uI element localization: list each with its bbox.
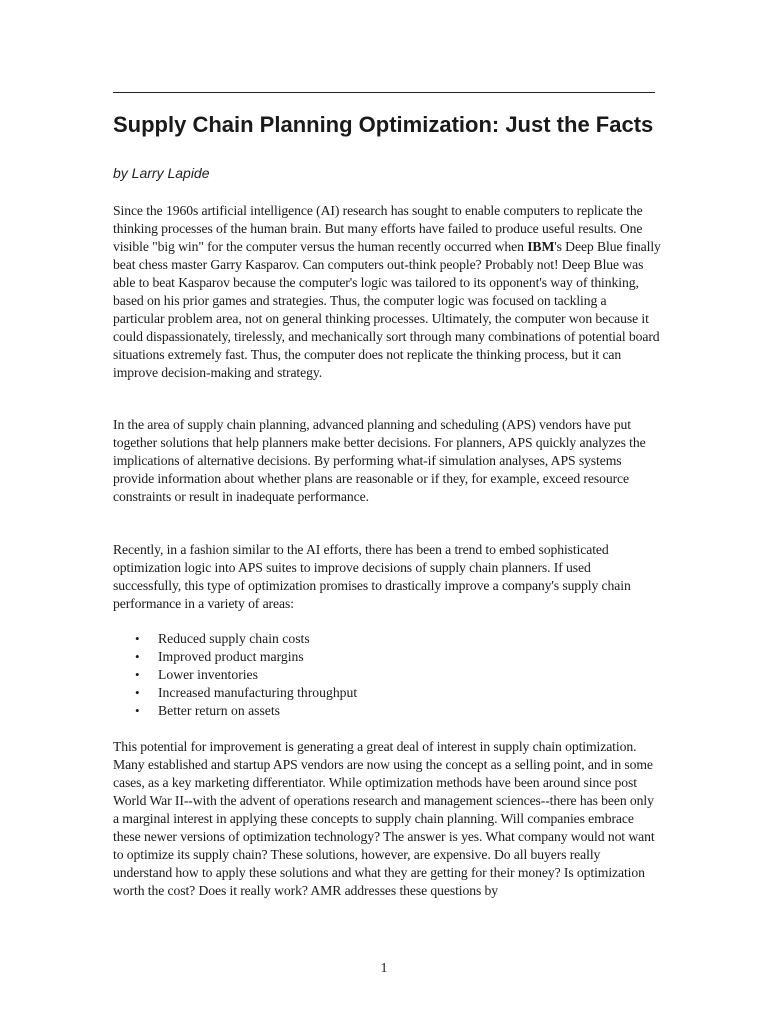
ibm-bold-text: IBM [527, 239, 555, 254]
bullet-icon: • [135, 631, 140, 646]
paragraph-intro-ai [113, 202, 661, 382]
list-item [113, 648, 357, 666]
paragraph-interest-questions: This potential for improvement is generating a great deal of interest in supply chain optimization. Many established and startup APS vendors are now using the concept as a selling point, and in some cases, as a key marketing differentiator. While optimization methods have been around since post World War II--with the advent of operations research and management sciences--there has been only a marginal interest in applying these concepts to supply chain planning. Will companies embrace these newer versions of optimization technology? The answer is yes. What company would not want to optimize its supply chain? These solutions, however, are expensive. Do all buyers really understand how to apply these solutions and what they are getting for their money? Is optimization worth the cost? Does it really work? AMR addresses these questions by [113, 739, 655, 898]
list-item-text: Reduced supply chain costs [158, 631, 310, 646]
list-item [113, 666, 357, 684]
benefits-bullet-list [113, 630, 357, 720]
paragraph-optimization-trend: Recently, in a fashion similar to the AI efforts, there has been a trend to embed sophisticated optimization logic into APS suites to improve decisions of supply chain planners. If used successfully, this type of optimization promises to drastically improve a company's supply chain performance in a variety of areas: [113, 542, 631, 611]
list-item-text: Improved product margins [158, 649, 304, 664]
bullet-icon: • [135, 649, 140, 664]
article-title: Supply Chain Planning Optimization: Just the Facts [113, 112, 654, 137]
page-number: 1 [380, 961, 388, 976]
paragraph-intro-text-end: 's Deep Blue finally beat chess master Garry Kasparov. Can computers out-think people? Probably not! Deep Blue was able to beat Kasparov because the computer's logic was tailored to its opponent's way of thinking, based on his prior games and strategies. Thus, the computer logic was focused on tackling a particular problem area, not on general thinking processes. Ultimately, the computer won because it could dispassionately, tirelessly, and mechanically sort through many combinations of potential board situations extremely fast. Thus, the computer does not replicate the thinking process, but it can improve decision-making and strategy. [113, 239, 661, 380]
list-item [113, 702, 357, 720]
list-item-text: Better return on assets [158, 703, 281, 718]
list-item-text: Lower inventories [158, 667, 258, 682]
bullet-icon: • [135, 703, 140, 718]
header-rule [113, 92, 655, 93]
paragraph-intro-text-start: Since the 1960s artificial intelligence (AI) research has sought to enable computers to replicate the thinking processes of the human brain. But many efforts have failed to produce useful results. One visible "big win" for the computer versus the human recently occurred when [113, 203, 643, 254]
paragraph-aps-vendors: In the area of supply chain planning, advanced planning and scheduling (APS) vendors have put together solutions that help planners make better decisions. For planners, APS quickly analyzes the implications of alternative decisions. By performing what-if simulation analyses, APS systems provide information about whether plans are reasonable or if they, for example, exceed resource constraints or result in inadequate performance. [113, 417, 646, 504]
list-item [113, 684, 357, 702]
bullet-icon: • [135, 667, 140, 682]
bullet-icon: • [135, 685, 140, 700]
list-item-text: Increased manufacturing throughput [158, 685, 358, 700]
list-item [113, 630, 357, 648]
article-byline: by Larry Lapide [113, 165, 210, 181]
